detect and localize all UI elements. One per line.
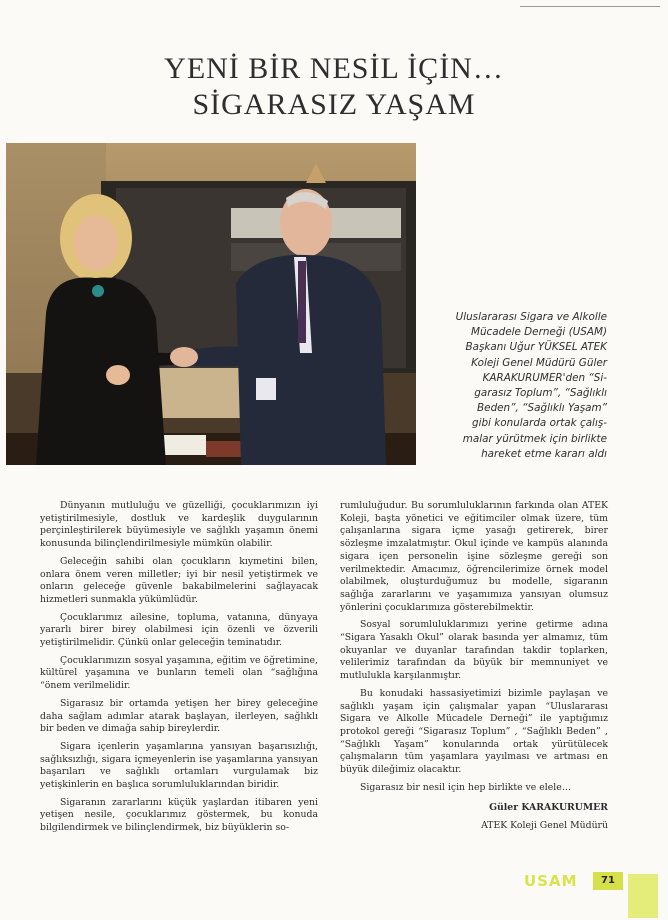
article-column-left <box>40 500 318 840</box>
signature-name: Güler KARAKURUMER <box>489 802 608 814</box>
caption-line: Koleji Genel Müdürü Güler <box>471 356 607 369</box>
signature-role: ATEK Koleji Genel Müdürü <box>481 820 608 832</box>
caption-line: malar yürütmek için birlikte <box>462 432 607 445</box>
photo-caption <box>430 310 607 462</box>
article-paragraph: Sigarasız bir ortamda yetişen her birey geleceğine daha sağlam adımlar atarak başlayan, ilerleyen, sağlıklı bir beden ve dimağa sahip bireylerdir. <box>40 697 318 735</box>
article-paragraph: Çocuklarımız ailesine, topluma, vatanına, dünyaya yararlı birer birey olabilmesi için özenli ve özverili yetiştirilmelidir. Çünkü onlar geleceğin teminatıdır. <box>40 611 318 649</box>
article-paragraph: Dünyanın mutluluğu ve güzelliği, çocuklarımızın iyi yetiştirilmesiyle, dostluk ve kardeşlik duygularının perçinleştirilerek büyümesiyle ve sağlıklı yaşamın önemi konusunda bilinçlendirilmesiyle mümkün olabilir. <box>40 500 318 550</box>
article-title-line1: YENİ BİR NESİL İÇİN… <box>164 52 504 85</box>
handshake-photo <box>6 143 416 465</box>
article-paragraph: Geleceğin sahibi olan çocukların kıymetini bilen, onlara önem veren milletler; iyi bir nesil yetiştirmek ve onların geleceğe güvenle bakabilmelerini sağlayacak hizmetleri sunmakla yükümlüdür. <box>40 555 318 605</box>
article-closing-line: Sigarasız bir nesil için hep birlikte ve elele… <box>360 781 572 793</box>
caption-line: Mücadele Derneği (USAM) <box>470 326 607 339</box>
article-paragraph: Sigaranın zararlarını küçük yaşlardan itibaren yeni yetişen nesile, çocuklarımız göstermek, bu konuda bilgilendirmek ve bilinçlendirmek, biz büyüklerin so- <box>40 796 318 834</box>
article-paragraph: Sosyal sorumluluklarımızı yerine getirme adına “Sigara Yasaklı Okul” olarak basında yer almamız, tüm okuyanlar ve duyanlar tarafından takdir toplarken, velilerimiz tarafından da büyük bir memnuniyet ve mutlulukla karşılanmıştır. <box>340 619 608 682</box>
caption-line: KARAKURUMER'den “Si- <box>482 371 607 384</box>
article-paragraph-continued: rumluluğudur. Bu sorumluluklarının farkında olan ATEK Koleji, başta yönetici ve eğitimciler olmak üzere, tüm çalışanlarına sigara içme yasağı getirerek, birer sözleşme imzalatmıştır. Okul içinde ve kampüs alanında sigara içen personelin işine sözleşme gereği son verilmektedir. Amacımız, öğrencilerimize örnek model olabilmek, oluşturduğumuz bu modelle, sigaranın sağlığa zararlarını ve yaşamımıza yansıyan olumsuz yönlerini çocuklarımıza gösterebilmektir. <box>340 500 608 613</box>
caption-line: garasız Toplum”, “Sağlıklı <box>474 387 607 400</box>
article-title-line2: SİGARASIZ YAŞAM <box>192 88 476 121</box>
caption-line: hareket etme kararı aldı <box>481 447 607 460</box>
top-rule <box>520 6 660 7</box>
footer-brand: USAM <box>524 872 578 890</box>
article-paragraph: Sigara içenlerin yaşamlarına yansıyan başarısızlığı, sağlıksızlığı, sigara içmeyenlerin ise yaşamlarına yansıyan başarıları ve sağlıklı ortamları vurgulamak biz yetişkinlerin en başlıca sorumluluklarından biridir. <box>40 740 318 791</box>
page-number: 71 <box>593 872 623 890</box>
article-paragraph: Çocuklarımızın sosyal yaşamına, eğitim ve öğretimine, kültürel yaşamına ve bunların temeli olan “sağlığına “önem verilmelidir. <box>40 654 318 692</box>
caption-line: Uluslararası Sigara ve Alkolle <box>455 311 607 323</box>
footer-tab <box>628 874 658 918</box>
caption-line: Beden”, “Sağlıklı Yaşam” <box>477 402 607 415</box>
photo-illustration <box>6 143 416 465</box>
caption-line: gibi konularda ortak çalış- <box>471 417 607 430</box>
article-column-right <box>340 500 608 838</box>
article-paragraph: Bu konudaki hassasiyetimizi bizimle paylaşan ve sağlıklı yaşam için çalışmalar yapan “Uluslararası Sigara ve Alkolle Mücadele Derneği” ile yaptığımız protokol gereği “Sigarasız Toplum” , “Sağlıklı Beden” , “Sağlıklı Yaşam” konularında ortak yürütülecek çalışmaların tüm yaşamlara yayılması ve artması en büyük dileğimiz olacaktır. <box>340 687 608 776</box>
caption-line: Başkanı Uğur YÜKSEL ATEK <box>465 341 607 354</box>
